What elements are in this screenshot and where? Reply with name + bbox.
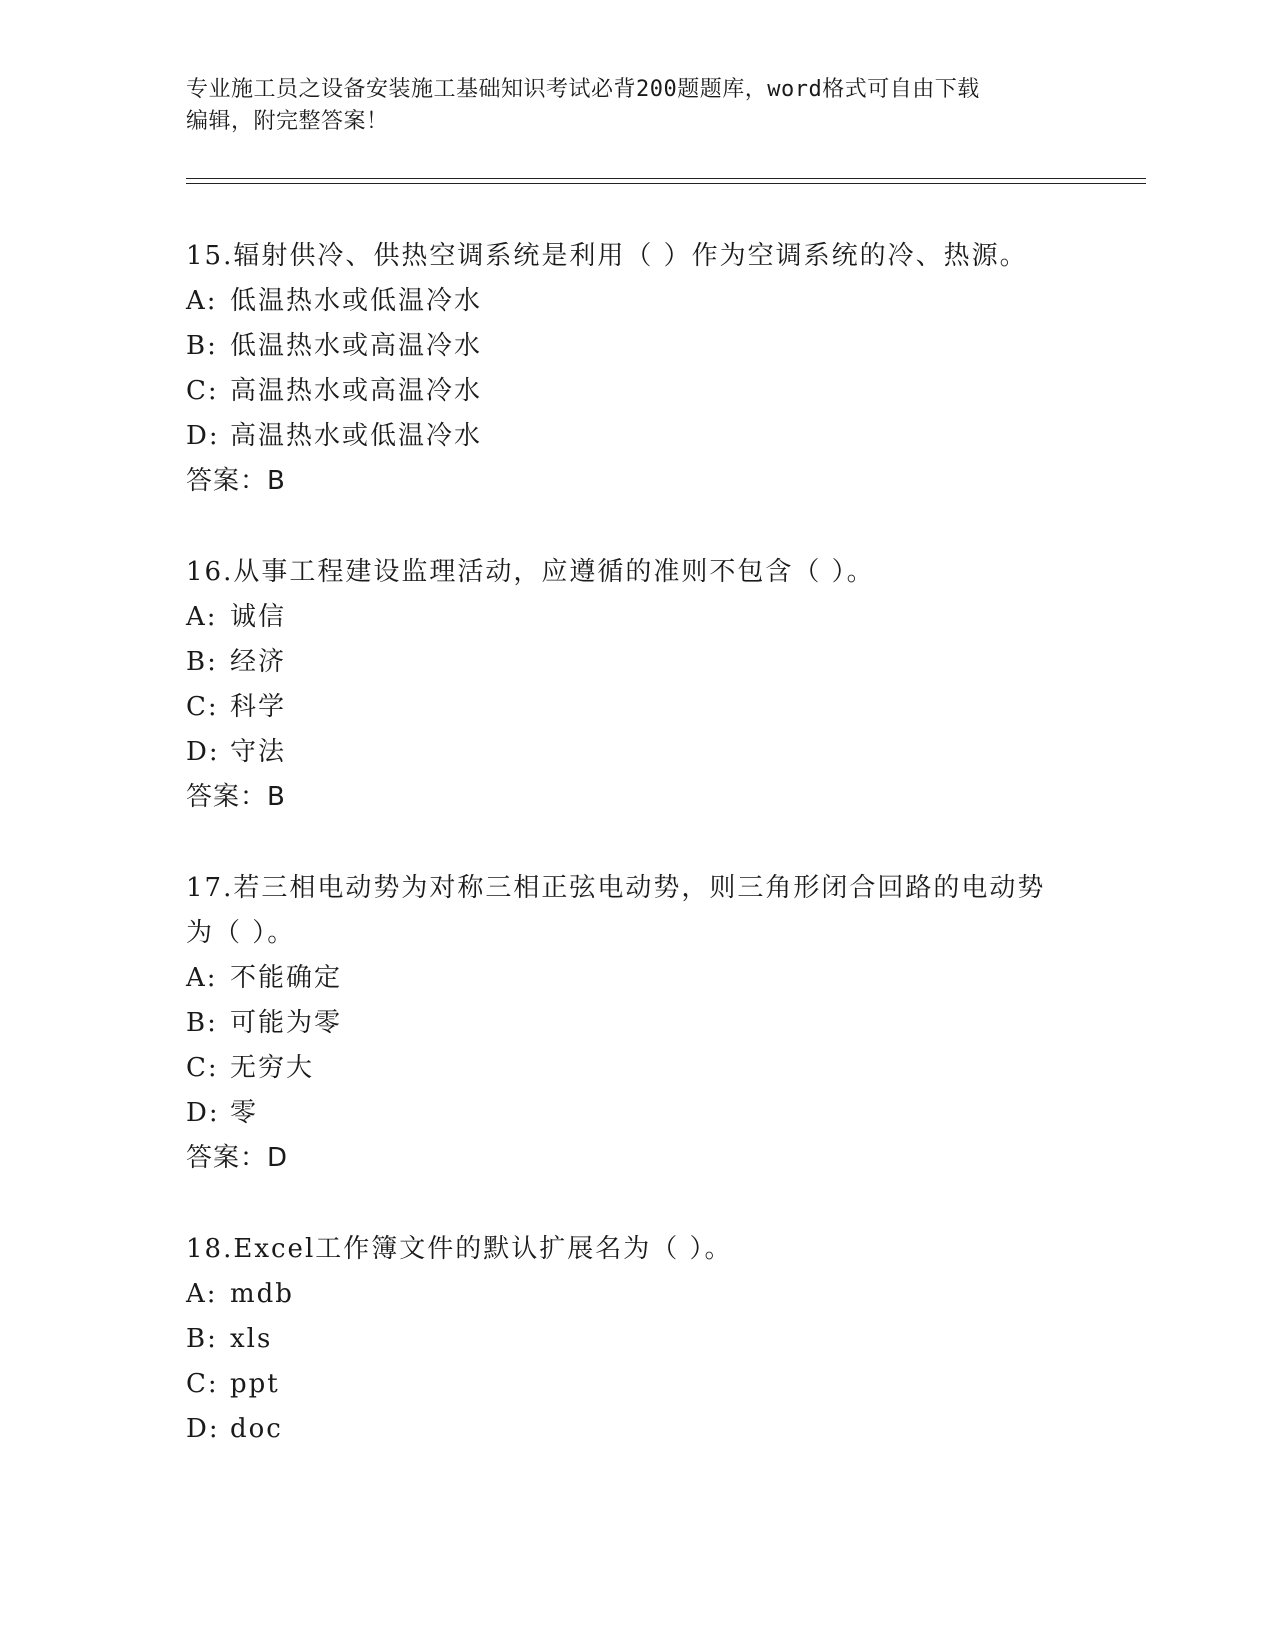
option-b xyxy=(186,640,1086,685)
option-text: 无穷大 xyxy=(230,1053,315,1083)
question-18 xyxy=(186,1227,1086,1452)
question-17 xyxy=(186,866,1086,1181)
option-letter: D: xyxy=(186,421,220,451)
option-c xyxy=(186,685,1086,730)
option-a xyxy=(186,279,1086,324)
option-text: 守法 xyxy=(230,737,287,767)
document-header xyxy=(186,74,1086,138)
option-letter: A: xyxy=(186,286,218,316)
question-stem: 17.若三相电动势为对称三相正弦电动势，则三角形闭合回路的电动势 xyxy=(186,873,1046,903)
option-letter: B: xyxy=(186,1008,218,1038)
option-letter: C: xyxy=(186,376,219,406)
answer-line: 答案：B xyxy=(186,466,286,496)
question-stem: 18.Excel工作簿文件的默认扩展名为（ ）。 xyxy=(186,1234,733,1264)
option-c xyxy=(186,1362,1086,1407)
option-letter: A: xyxy=(186,1279,218,1309)
option-text: 高温热水或低温冷水 xyxy=(230,421,483,451)
option-d xyxy=(186,1091,1086,1136)
option-b xyxy=(186,1317,1086,1362)
option-b xyxy=(186,324,1086,369)
option-text: 零 xyxy=(230,1098,259,1128)
option-d xyxy=(186,1407,1086,1452)
question-16 xyxy=(186,550,1086,820)
option-b xyxy=(186,1001,1086,1046)
option-text: ppt xyxy=(230,1369,280,1399)
option-text: 经济 xyxy=(230,647,287,677)
option-text: 科学 xyxy=(230,692,287,722)
question-stem: 16.从事工程建设监理活动，应遵循的准则不包含（ ）。 xyxy=(186,557,875,587)
option-c xyxy=(186,1046,1086,1091)
option-a xyxy=(186,595,1086,640)
header-divider-top xyxy=(186,178,1146,179)
option-text: 低温热水或高温冷水 xyxy=(230,331,483,361)
option-c xyxy=(186,369,1086,414)
option-letter: D: xyxy=(186,1414,220,1444)
option-d xyxy=(186,730,1086,775)
option-letter: C: xyxy=(186,1369,219,1399)
option-text: doc xyxy=(230,1414,283,1444)
question-stem-continued: 为（ ）。 xyxy=(186,918,296,948)
option-text: 低温热水或低温冷水 xyxy=(230,286,483,316)
question-15 xyxy=(186,234,1086,504)
option-letter: B: xyxy=(186,647,218,677)
answer-line: 答案：D xyxy=(186,1143,289,1173)
option-letter: A: xyxy=(186,963,218,993)
option-letter: C: xyxy=(186,692,219,722)
header-divider-bottom xyxy=(186,183,1146,184)
option-a xyxy=(186,1272,1086,1317)
option-letter: B: xyxy=(186,1324,218,1354)
option-letter: D: xyxy=(186,1098,220,1128)
question-stem: 15.辐射供冷、供热空调系统是利用（ ）作为空调系统的冷、热源。 xyxy=(186,241,1028,271)
option-text: mdb xyxy=(230,1279,294,1309)
option-letter: C: xyxy=(186,1053,219,1083)
option-text: 可能为零 xyxy=(230,1008,343,1038)
option-d xyxy=(186,414,1086,459)
header-line-2: 编辑，附完整答案！ xyxy=(186,109,389,134)
option-letter: A: xyxy=(186,602,218,632)
option-text: 不能确定 xyxy=(230,963,343,993)
option-letter: D: xyxy=(186,737,220,767)
option-text: xls xyxy=(230,1324,273,1354)
option-letter: B: xyxy=(186,331,218,361)
option-text: 高温热水或高温冷水 xyxy=(230,376,483,406)
option-a xyxy=(186,956,1086,1001)
answer-line: 答案：B xyxy=(186,782,286,812)
option-text: 诚信 xyxy=(230,602,287,632)
header-line-1: 专业施工员之设备安装施工基础知识考试必背200题题库，word格式可自由下载 xyxy=(186,77,980,102)
